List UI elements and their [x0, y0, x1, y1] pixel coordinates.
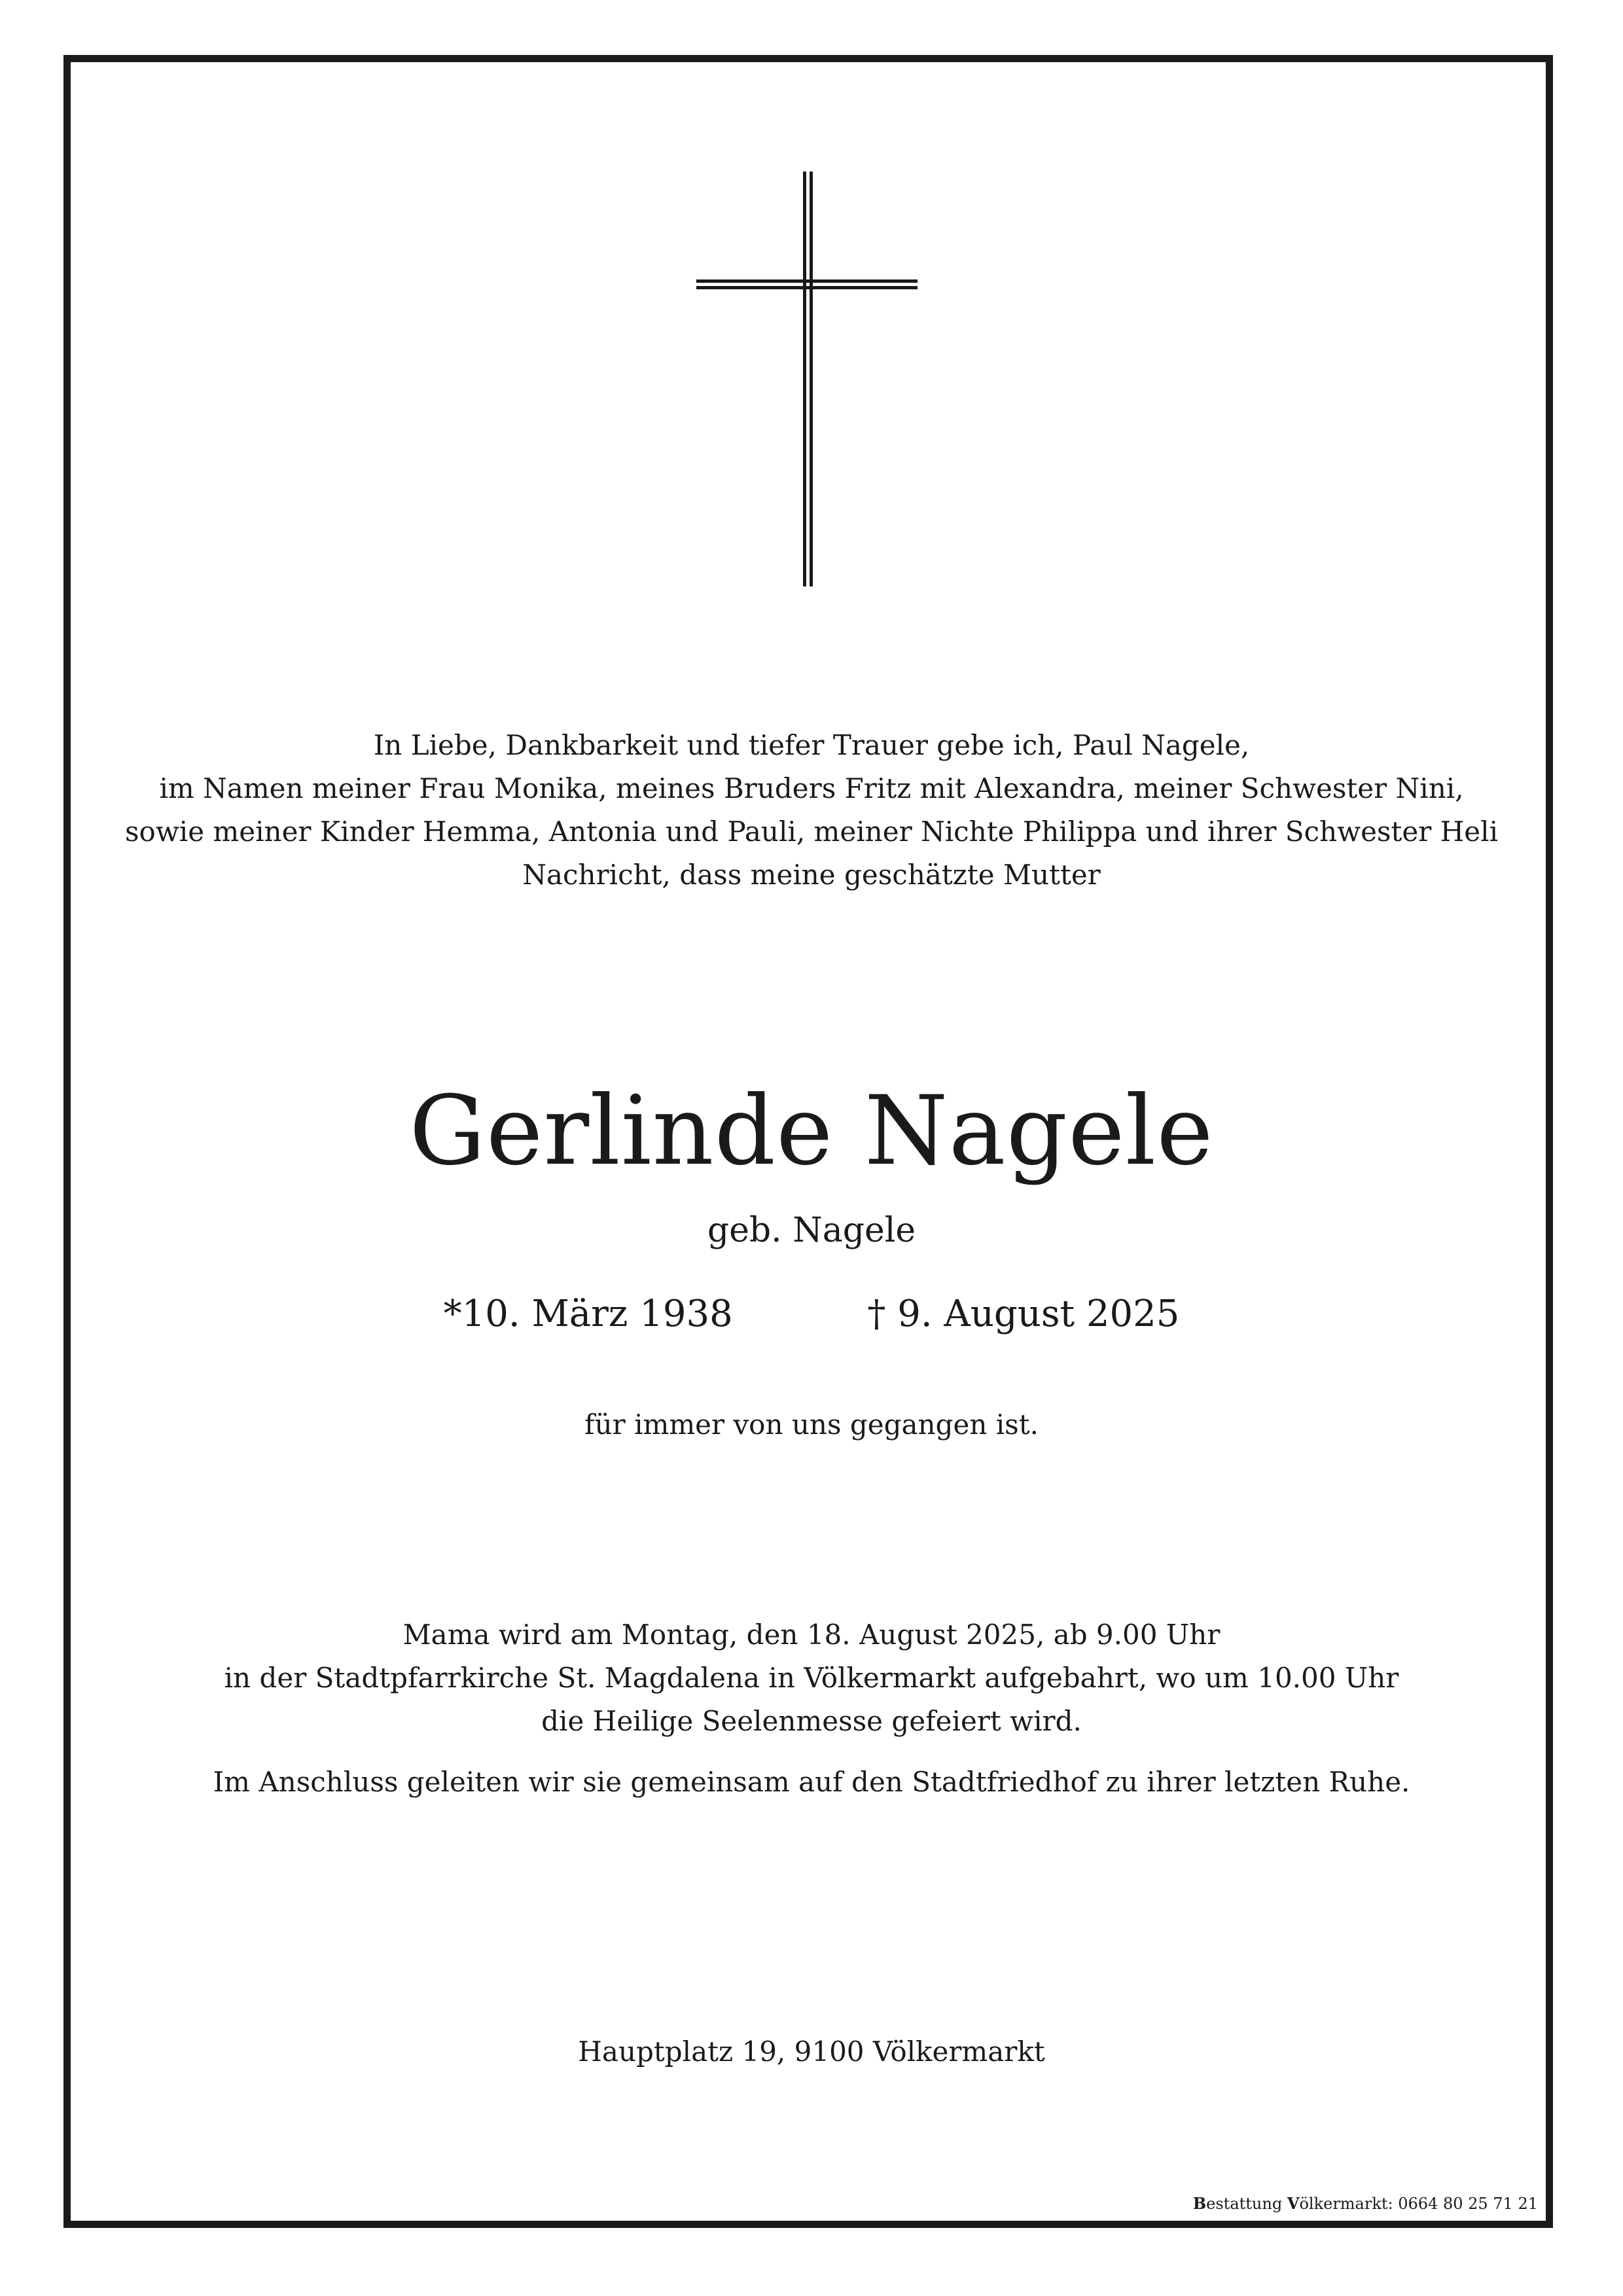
intro-line: In Liebe, Dankbarkeit und tiefer Trauer gebe ich, Paul Nagele,: [373, 729, 1250, 761]
service-line: die Heilige Seelenmesse gefeiert wird.: [541, 1705, 1082, 1737]
undertaker-credit: [1193, 2194, 1538, 2214]
cross-icon: [696, 171, 918, 586]
passed-text: für immer von uns gegangen ist.: [584, 1408, 1039, 1441]
credit-text: estattung: [1206, 2195, 1287, 2213]
death-date: † 9. August 2025: [867, 1293, 1180, 1335]
service-text: [0, 1613, 1623, 1743]
service-line: Mama wird am Montag, den 18. August 2025, ab 9.00 Uhr: [402, 1619, 1221, 1651]
service-line: in der Stadtpfarrkirche St. Magdalena in Völkermarkt aufgebahrt, wo um 10.00 Uhr: [224, 1662, 1399, 1694]
intro-line: sowie meiner Kinder Hemma, Antonia und Pauli, meiner Nichte Philippa und ihrer Schwester Heli: [124, 816, 1498, 848]
intro-line: im Namen meiner Frau Monika, meines Bruders Fritz mit Alexandra, meiner Schwester Nini,: [159, 772, 1464, 804]
maiden-name: geb. Nagele: [707, 1211, 916, 1250]
credit-initial: V: [1287, 2194, 1300, 2213]
credit-text: ölkermarkt: 0664 80 25 71 21: [1299, 2195, 1538, 2213]
address: Hauptplatz 19, 9100 Völkermarkt: [578, 2036, 1045, 2068]
birth-date: *10. März 1938: [443, 1293, 733, 1335]
credit-initial: B: [1192, 2194, 1207, 2213]
deceased-name: Gerlinde Nagele: [409, 1075, 1214, 1187]
intro-line: Nachricht, dass meine geschätzte Mutter: [522, 859, 1101, 891]
burial-text: Im Anschluss geleiten wir sie gemeinsam auf den Stadtfriedhof zu ihrer letzten Ruhe.: [213, 1766, 1410, 1798]
intro-text: [0, 724, 1623, 897]
life-dates: [0, 1289, 1623, 1339]
